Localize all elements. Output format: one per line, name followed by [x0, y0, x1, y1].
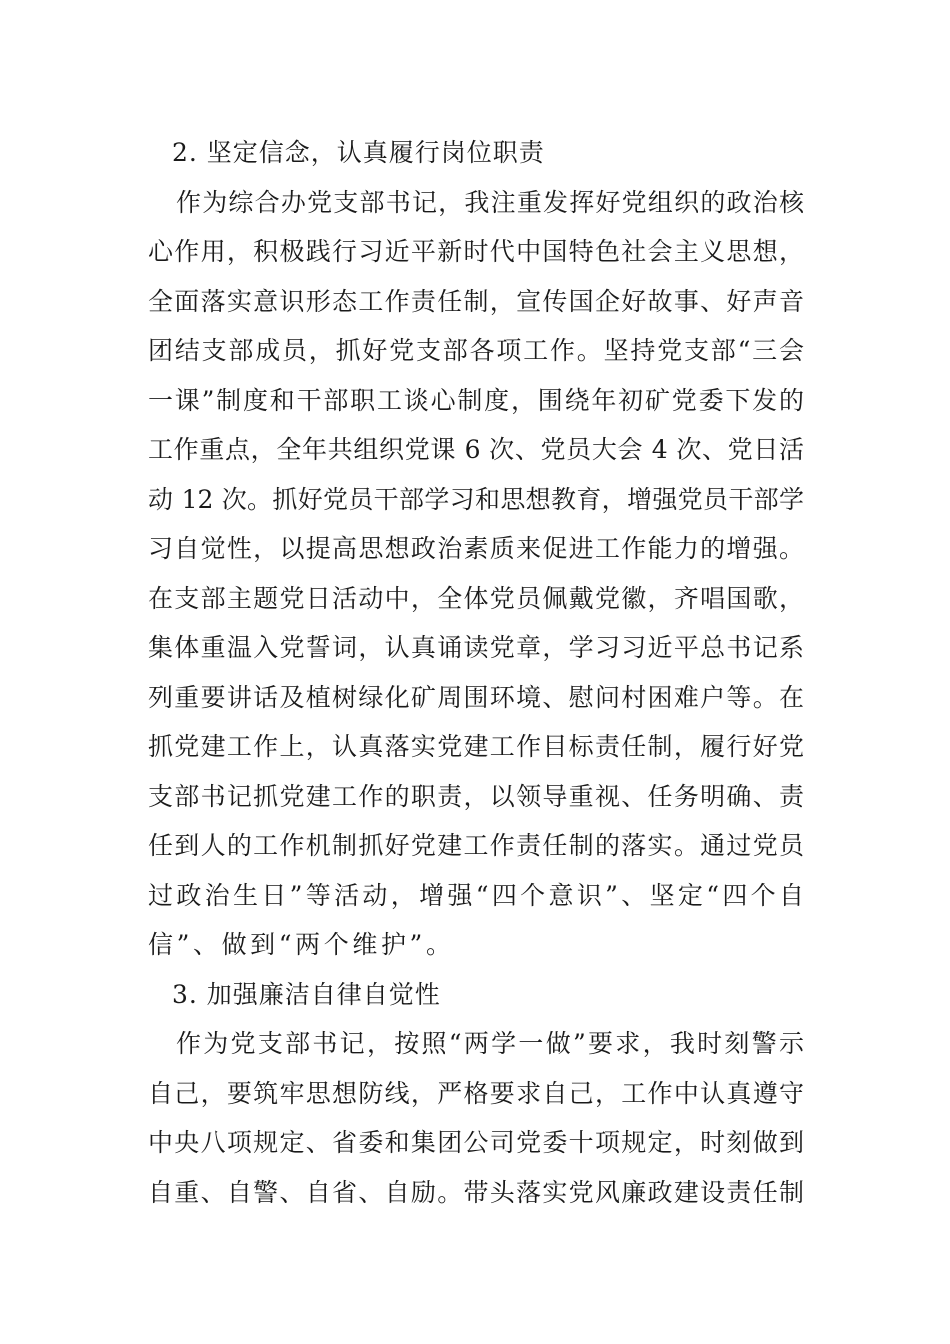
- paragraph-line: 习自觉性，以提高思想政治素质来促进工作能力的增强。: [148, 534, 804, 563]
- paragraph-line: 动 12 次。抓好党员干部学习和思想教育，增强党员干部学: [148, 484, 804, 514]
- paragraph-line: 任到人的工作机制抓好党建工作责任制的落实。通过党员: [148, 831, 804, 860]
- paragraph-line: 作为综合办党支部书记，我注重发挥好党组织的政治核: [176, 187, 804, 217]
- paragraph-line: 心作用，积极践行习近平新时代中国特色社会主义思想，: [148, 237, 804, 266]
- paragraph-line: 自己，要筑牢思想防线，严格要求自己，工作中认真遵守: [148, 1078, 804, 1108]
- section-heading: 2. 坚定信念，认真履行岗位职责: [172, 138, 545, 167]
- section-heading: 3. 加强廉洁自律自觉性: [172, 979, 441, 1009]
- paragraph-line: 工作重点，全年共组织党课 6 次、党员大会 4 次、党日活: [148, 435, 804, 464]
- paragraph-line: 集体重温入党誓词，认真诵读党章，学习习近平总书记系: [148, 633, 804, 662]
- paragraph-line: 在支部主题党日活动中，全体党员佩戴党徽，齐唱国歌，: [148, 583, 804, 613]
- paragraph-line: 过政治生日”等活动，增强“四个意识”、坚定“四个自: [148, 880, 804, 910]
- paragraph-line: 作为党支部书记，按照“两学一做”要求，我时刻警示: [176, 1029, 804, 1058]
- paragraph-line: 信”、做到“两个维护”。: [148, 930, 455, 959]
- paragraph-line: 中央八项规定、省委和集团公司党委十项规定，时刻做到: [148, 1128, 804, 1157]
- paragraph-line: 自重、自警、自省、自励。带头落实党风廉政建设责任制: [148, 1177, 804, 1207]
- document-body: [148, 128, 804, 1217]
- paragraph-line: 列重要讲话及植树绿化矿周围环境、慰问村困难户等。在: [148, 682, 804, 712]
- paragraph-line: 抓党建工作上，认真落实党建工作目标责任制，履行好党: [148, 732, 804, 761]
- paragraph-line: 一课”制度和干部职工谈心制度，围绕年初矿党委下发的: [148, 385, 804, 415]
- paragraph-line: 全面落实意识形态工作责任制，宣传国企好故事、好声音: [148, 286, 804, 316]
- paragraph-line: 团结支部成员，抓好党支部各项工作。坚持党支部“三会: [148, 336, 804, 365]
- paragraph-line: 支部书记抓党建工作的职责，以领导重视、任务明确、责: [148, 781, 804, 811]
